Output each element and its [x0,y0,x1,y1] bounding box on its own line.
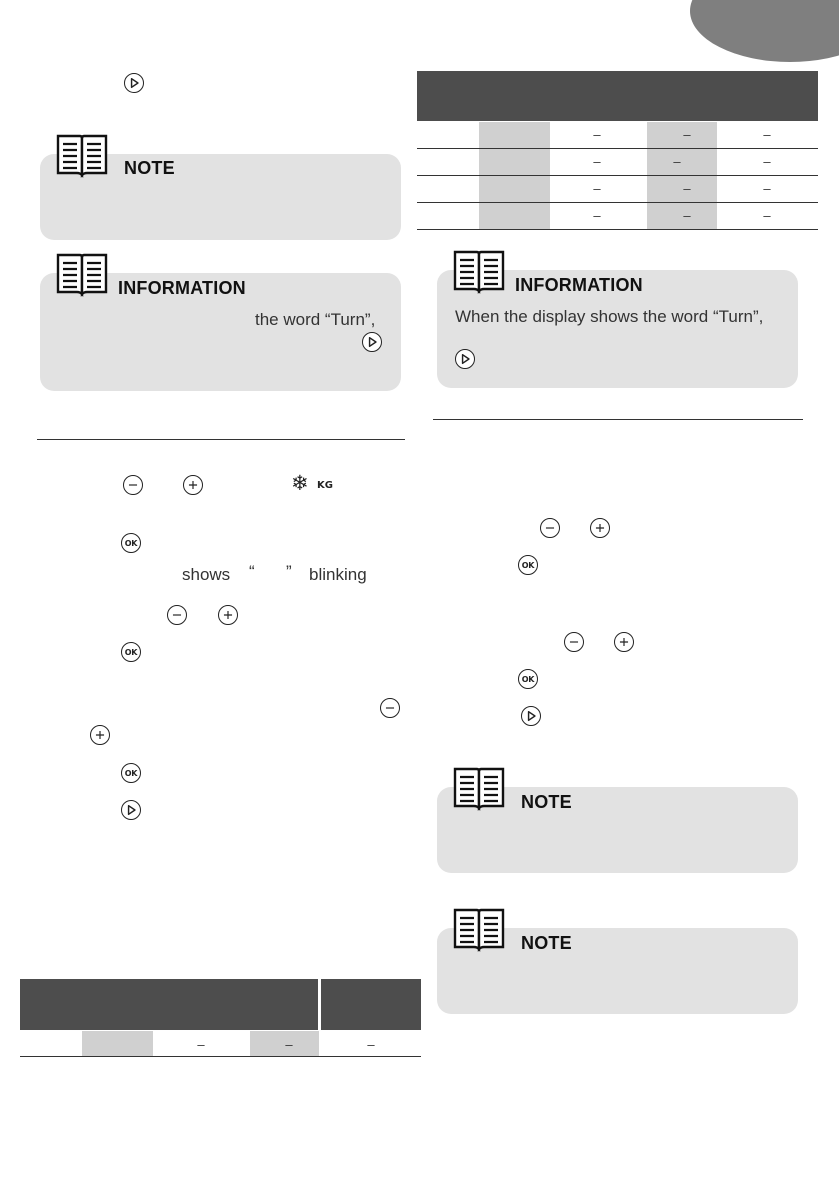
information-text: When the display shows the word “Turn”, [455,307,764,326]
section-divider [37,439,405,440]
ok-icon: OK [121,763,141,783]
plus-icon [90,725,110,745]
table-cell: – [763,181,771,196]
table-header-cell [20,979,318,1030]
note-book-icon [55,133,109,179]
ok-icon: OK [518,555,538,575]
minus-icon [167,605,187,625]
note-book-icon [452,907,506,953]
plus-icon [218,605,238,625]
play-icon [121,800,141,820]
table-header-cell [321,979,421,1030]
table-highlight-cell [82,1031,153,1056]
table-cell: – [197,1037,205,1052]
information-title: INFORMATION [515,275,643,295]
ok-icon: OK [121,642,141,662]
table-cell: – [593,181,601,196]
table-cell: – [763,127,771,142]
table-cell: – [367,1037,375,1052]
plus-icon [614,632,634,652]
step-text-close-quote: ” [286,562,292,581]
table-cell: – [683,181,691,196]
note-title: NOTE [521,933,572,953]
table-row-border [20,1056,421,1057]
step-text-open-quote: “ [249,562,255,581]
table-cell: – [593,127,601,142]
table-row-border [417,148,818,149]
table-cell: – [593,154,601,169]
play-icon [362,332,382,352]
information-book-icon [55,252,109,298]
table-header [417,71,818,121]
minus-icon [123,475,143,495]
table-cell: – [673,154,681,169]
snowflake-icon: ❄ [291,471,309,495]
table-cell: – [683,208,691,223]
note-title: NOTE [124,158,175,178]
weight-kg-label: KG [317,480,333,491]
table-cell: – [763,208,771,223]
minus-icon [564,632,584,652]
information-text: the word “Turn”, [255,310,376,329]
note-book-icon [452,766,506,812]
minus-icon [540,518,560,538]
table-row-border [417,229,818,230]
table-cell: – [593,208,601,223]
information-title: INFORMATION [118,278,246,298]
page-corner-tab [690,0,839,62]
table-cell: – [285,1037,293,1052]
step-text-blinking: blinking [309,565,367,584]
table-row-border [417,175,818,176]
play-icon [455,349,475,369]
table-cell: – [683,127,691,142]
ok-icon: OK [121,533,141,553]
play-icon [521,706,541,726]
play-icon [124,73,144,93]
plus-icon [183,475,203,495]
ok-icon: OK [518,669,538,689]
step-text-shows: shows [182,565,231,584]
information-book-icon [452,249,506,295]
table-row-border [417,202,818,203]
table-cell: – [763,154,771,169]
plus-icon [590,518,610,538]
minus-icon [380,698,400,718]
section-divider [433,419,803,420]
note-title: NOTE [521,792,572,812]
